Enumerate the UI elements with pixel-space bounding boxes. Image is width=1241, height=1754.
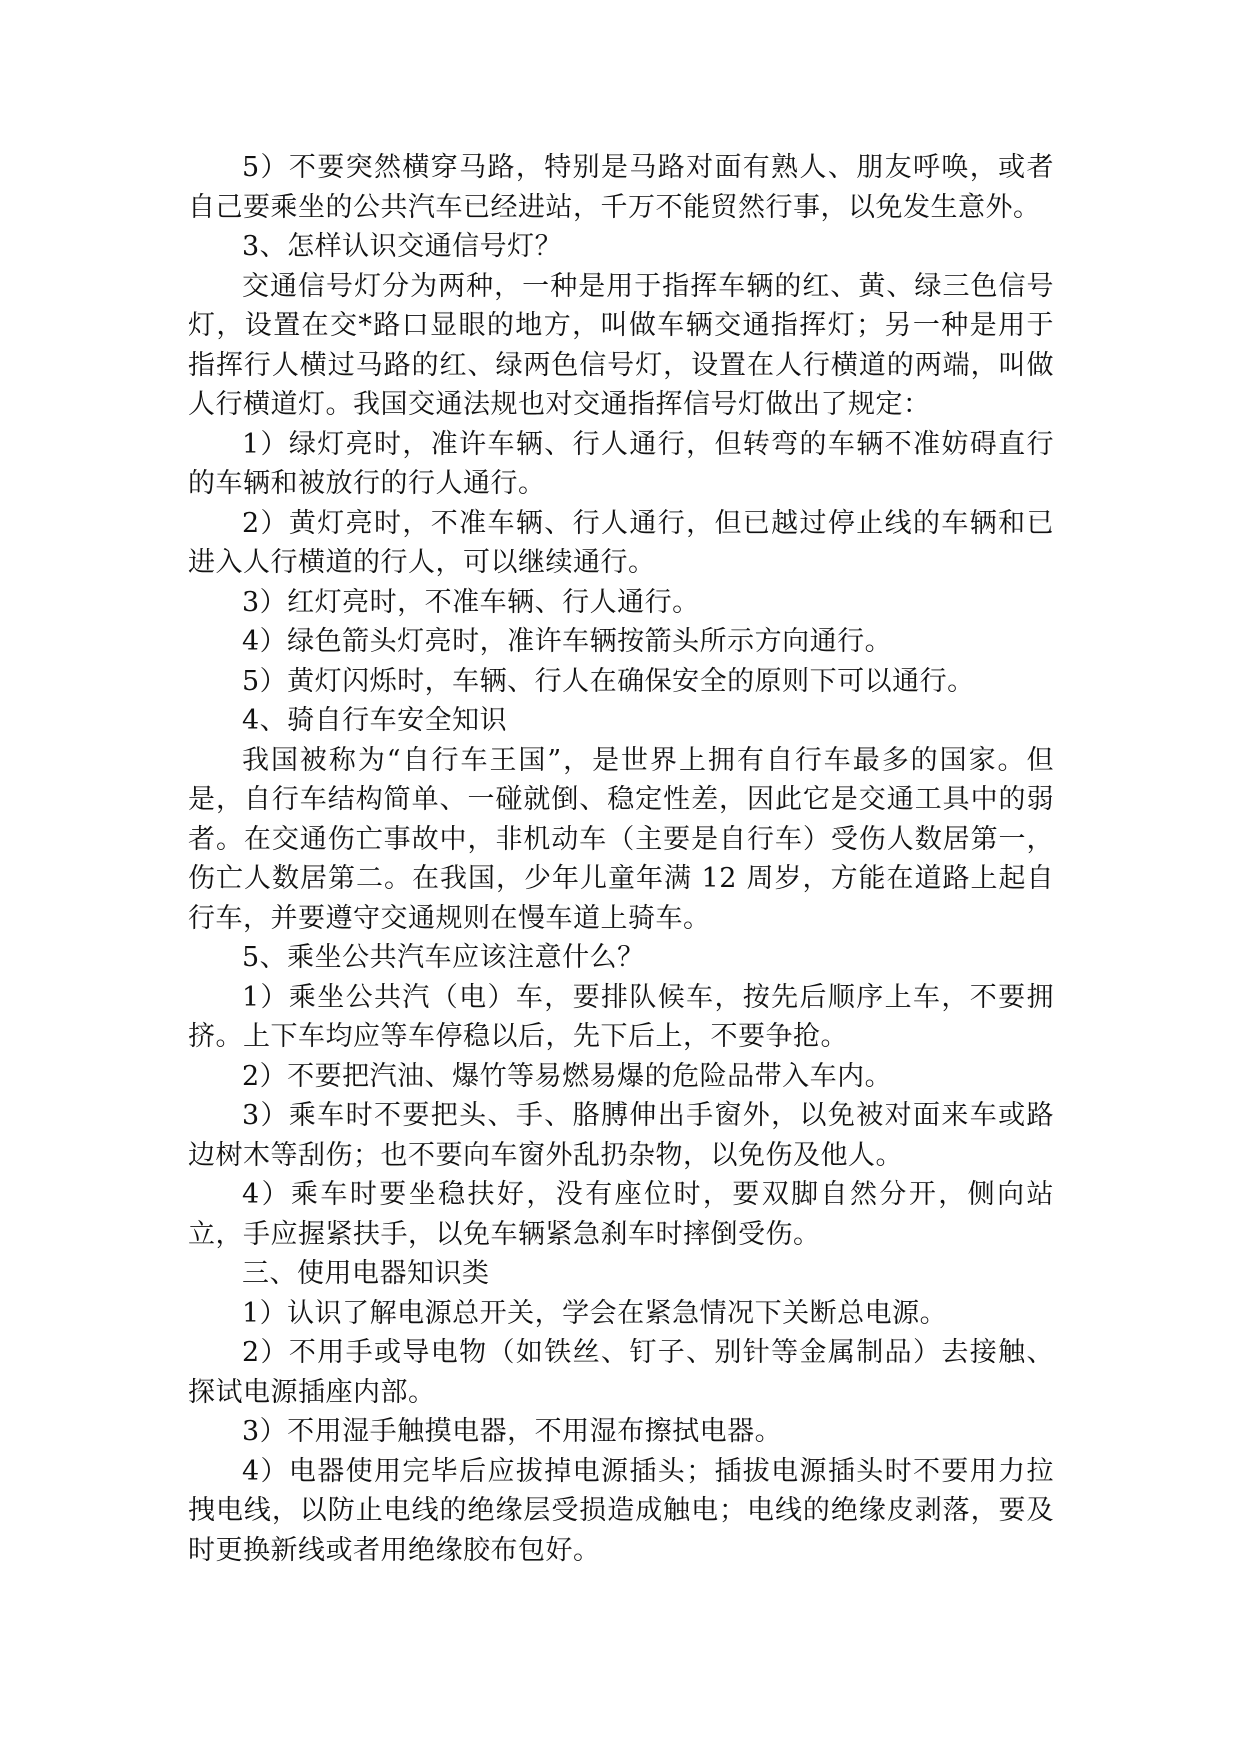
paragraph-red-light: 3）红灯亮时，不准车辆、行人通行。 — [242, 586, 700, 618]
paragraph-bus-rule-4: 4）乘车时要坐稳扶好，没有座位时，要双脚自然分开，侧向站立，手应握紧扶手，以免车辆紧急刹车时摔倒受伤。 — [188, 1179, 1054, 1250]
paragraph-pedestrian-rule-5: 5）不要突然横穿马路，特别是马路对面有熟人、朋友呼唤，或者自己要乘坐的公共汽车已经进站，千万不能贸然行事，以免发生意外。 — [188, 152, 1054, 223]
heading-electrical-safety: 三、使用电器知识类 — [242, 1258, 490, 1289]
paragraph-green-light: 1）绿灯亮时，准许车辆、行人通行，但转弯的车辆不准妨碍直行的车辆和被放行的行人通行。 — [188, 428, 1054, 499]
paragraph-electrical-rule-3: 3）不用湿手触摸电器，不用湿布擦拭电器。 — [242, 1416, 783, 1447]
paragraph-bus-rule-2: 2）不要把汽油、爆竹等易燃易爆的危险品带入车内。 — [242, 1060, 893, 1092]
paragraph-green-arrow: 4）绿色箭头灯亮时，准许车辆按箭头所示方向通行。 — [242, 626, 893, 657]
paragraph-bus-rule-3: 3）乘车时不要把头、手、胳膊伸出手窗外，以免被对面来车或路边树木等刮伤；也不要向车窗外乱扔杂物，以免伤及他人。 — [188, 1100, 1054, 1171]
paragraph-yellow-flashing: 5）黄灯闪烁时，车辆、行人在确保安全的原则下可以通行。 — [242, 665, 975, 697]
paragraph-electrical-rule-4: 4）电器使用完毕后应拔掉电源插头；插拔电源插头时不要用力拉拽电线，以防止电线的绝缘层受损造成触电；电线的绝缘皮剥落，要及时更换新线或者用绝缘胶布包好。 — [188, 1455, 1054, 1566]
heading-traffic-lights: 3、怎样认识交通信号灯？ — [242, 231, 563, 262]
heading-bus-safety: 5、乘坐公共汽车应该注意什么？ — [242, 942, 645, 973]
paragraph-bicycle-safety: 我国被称为“自行车王国”，是世界上拥有自行车最多的国家。但是，自行车结构简单、一碰就倒、稳定性差，因此它是交通工具中的弱者。在交通伤亡事故中，非机动车（主要是自行车）受伤人数居第一，伤亡人数居第二。在我国，少年儿童年满 12 周岁，方能在道路上起自行车，并要遵守交通规则在慢车道上骑车。 — [188, 744, 1054, 934]
heading-bicycle-safety: 4、骑自行车安全知识 — [242, 705, 508, 736]
document-page — [188, 148, 1054, 1570]
paragraph-electrical-rule-1: 1）认识了解电源总开关，学会在紧急情况下关断总电源。 — [242, 1297, 948, 1329]
paragraph-electrical-rule-2: 2）不用手或导电物（如铁丝、钉子、别针等金属制品）去接触、探试电源插座内部。 — [188, 1337, 1054, 1408]
paragraph-bus-rule-1: 1）乘坐公共汽（电）车，要排队候车，按先后顺序上车，不要拥挤。上下车均应等车停稳以后，先下后上，不要争抢。 — [188, 981, 1054, 1052]
paragraph-yellow-light: 2）黄灯亮时，不准车辆、行人通行，但已越过停止线的车辆和已进入人行横道的行人，可以继续通行。 — [188, 507, 1054, 578]
paragraph-traffic-lights-intro: 交通信号灯分为两种，一种是用于指挥车辆的红、黄、绿三色信号灯，设置在交*路口显眼的地方，叫做车辆交通指挥灯；另一种是用于指挥行人横过马路的红、绿两色信号灯，设置在人行横道的两端，叫做人行横道灯。我国交通法规也对交通指挥信号灯做出了规定： — [188, 270, 1054, 420]
